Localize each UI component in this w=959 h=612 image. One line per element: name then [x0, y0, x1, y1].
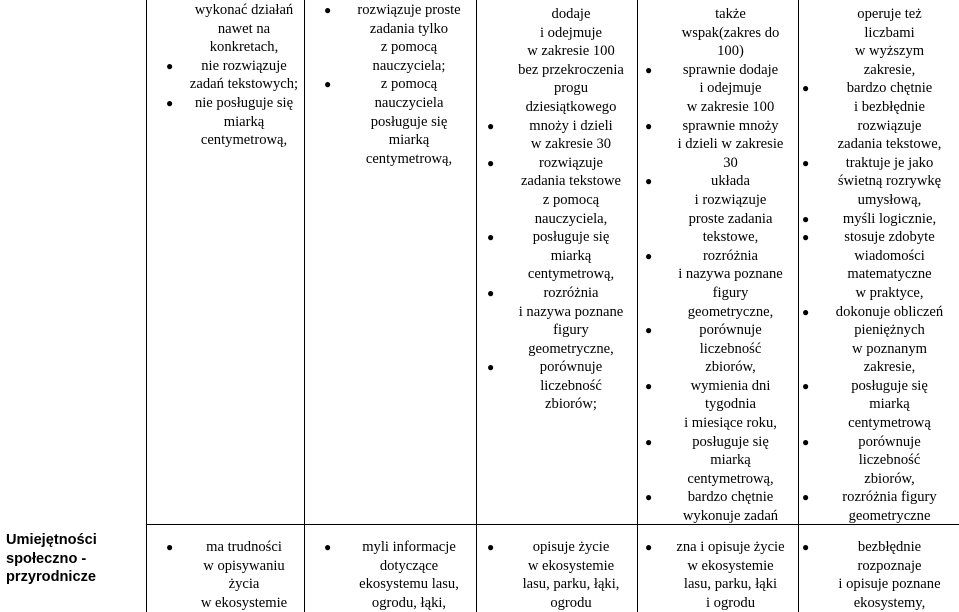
text-line: pieniężnych: [854, 322, 925, 339]
text-line: i nazywa poznane: [518, 303, 624, 320]
text-line: figury: [553, 322, 589, 339]
text-line: dziesiątkowego: [525, 98, 617, 115]
text-line: 30: [723, 154, 738, 171]
text-line: dodaje: [551, 6, 591, 22]
text-line: z pomocą: [380, 76, 438, 93]
top-col3-cell: [477, 5, 636, 414]
text-line: zakresie,: [863, 359, 916, 376]
bottom-col2-cell: [305, 538, 475, 612]
text-line: miarką: [388, 132, 430, 149]
text-line: i nazywa poznane: [678, 266, 783, 283]
bullet-icon: ●: [645, 174, 653, 189]
text-line: progu: [553, 80, 589, 97]
bullet-icon: ●: [487, 118, 495, 133]
list-item: [645, 538, 797, 612]
list-item: [802, 79, 958, 153]
text-line: miarką: [223, 113, 265, 130]
text-line: nauczyciela: [374, 94, 444, 111]
bullet-icon: ●: [802, 304, 810, 319]
text-line: wspak(zakres do: [681, 24, 780, 41]
list-item: [645, 61, 797, 117]
text-line: miarką: [710, 452, 751, 469]
text-line: w opisywaniu: [203, 557, 285, 574]
text-line: i odejmuje: [539, 24, 602, 41]
list-item: [487, 228, 636, 284]
text-line: z pomocą: [380, 39, 438, 56]
text-line: z pomocą: [542, 191, 600, 208]
text-line: i rozwiązuje: [694, 191, 767, 208]
bottom-col3-cell: [477, 538, 636, 612]
continued-text: [664, 5, 797, 61]
text-line: nie rozwiązuje: [201, 57, 287, 74]
text-line: posługuje się: [692, 433, 769, 450]
list-item: [324, 538, 475, 612]
bullet-icon: ●: [645, 434, 653, 449]
text-line: porównuje: [858, 433, 921, 450]
text-line: w poznanym: [852, 340, 927, 357]
list-item: [802, 488, 958, 525]
text-line: rozróżnia figury: [842, 489, 937, 506]
list-item: [645, 247, 797, 321]
text-line: posługuje się: [851, 377, 928, 394]
bullet-icon: ●: [487, 540, 495, 554]
list-item: [645, 488, 797, 525]
text-line: dokonuje obliczeń: [835, 303, 944, 320]
list-item: [166, 538, 303, 612]
text-line: opisuje życie: [532, 539, 610, 555]
list-item: [645, 117, 797, 173]
bullet-icon: ●: [645, 118, 653, 133]
text-line: liczebność: [540, 377, 602, 394]
bullet-icon: ●: [166, 540, 174, 554]
text-line: świetną rozrywkę: [837, 173, 942, 190]
bullet-icon: ●: [802, 490, 810, 505]
text-line: tekstowe,: [702, 229, 759, 246]
text-line: bezbłędnie: [857, 539, 922, 555]
text-line: rozwiązuje proste: [357, 2, 461, 18]
top-col1-cell: [147, 1, 303, 150]
bullet-icon: ●: [802, 434, 810, 449]
text-line: rozpoznaje: [857, 557, 922, 574]
text-line: traktuje je jako: [845, 154, 934, 171]
text-line: zbiorów,: [705, 359, 756, 376]
text-line: geometryczne,: [528, 340, 614, 357]
text-line: centymetrową,: [365, 150, 453, 167]
list-item: [166, 94, 303, 150]
bullet-icon: ●: [802, 81, 810, 96]
text-line: w ekosystemie: [200, 594, 288, 611]
text-line: życia: [228, 576, 260, 593]
text-line: zakresie,: [863, 61, 916, 78]
text-line: ogrodu, łąki,: [371, 594, 447, 611]
bullet-icon: ●: [487, 360, 495, 375]
list-item: [487, 154, 636, 228]
top-col2-cell: [305, 1, 475, 168]
bullet-icon: ●: [324, 540, 332, 554]
top-col5-cell: [799, 5, 958, 526]
bullet-icon: ●: [645, 248, 653, 263]
list-item: [802, 377, 958, 433]
text-line: bardzo chętnie: [846, 80, 933, 97]
text-line: i opisuje poznane: [838, 576, 941, 593]
text-line: wymienia dni: [690, 377, 771, 394]
list-item: [802, 228, 958, 302]
continued-text: [506, 5, 636, 117]
list-item: [645, 377, 797, 433]
text-line: ma trudności: [206, 539, 282, 555]
text-line: liczbami: [864, 24, 915, 41]
text-line: w zakresie 100: [686, 98, 775, 115]
text-line: bardzo chętnie: [687, 489, 774, 506]
bullet-icon: ●: [645, 490, 653, 505]
list-item: [645, 321, 797, 377]
text-line: i odejmuje: [699, 80, 762, 97]
bullet-icon: ●: [487, 230, 495, 245]
text-line: zadania tylko: [369, 20, 449, 37]
list-item: [487, 117, 636, 154]
continued-text: [821, 5, 958, 79]
text-line: mnoży i dzieli: [529, 117, 613, 134]
text-line: figury: [712, 284, 749, 301]
text-line: nauczyciela,: [534, 210, 608, 227]
text-line: w ekosystemie: [527, 557, 615, 574]
text-line: ogrodu: [550, 594, 592, 611]
list-item: [487, 358, 636, 414]
bullet-icon: ●: [645, 62, 653, 77]
text-line: zadania tekstowe,: [837, 136, 942, 153]
text-line: i ogrodu: [705, 594, 756, 611]
bullet-icon: ●: [802, 230, 810, 245]
text-line: proste zadania: [688, 210, 773, 227]
text-line: porównuje: [699, 322, 762, 339]
text-line: posługuje się: [370, 113, 448, 130]
text-line: w zakresie 100: [527, 43, 615, 60]
list-item: [802, 210, 958, 229]
bullet-icon: ●: [324, 3, 332, 17]
list-item: [487, 284, 636, 358]
text-line: i miesiące roku,: [684, 415, 777, 432]
text-line: matematyczne: [847, 266, 932, 283]
text-line: geometryczne: [848, 508, 931, 525]
text-line: wykonać działań: [194, 2, 294, 18]
top-col4-cell: [638, 5, 797, 526]
text-line: w ekosystemie: [687, 557, 774, 574]
text-line: wiadomości: [854, 247, 925, 264]
continued-text: [185, 1, 303, 57]
text-line: posługuje się: [532, 229, 610, 246]
bullet-icon: ●: [166, 58, 174, 73]
bullet-icon: ●: [487, 155, 495, 170]
text-line: w praktyce,: [855, 284, 924, 301]
text-line: myśli logicznie,: [842, 210, 937, 227]
bullet-icon: ●: [324, 77, 332, 92]
bullet-icon: ●: [802, 155, 810, 170]
text-line: sprawnie mnoży: [682, 117, 779, 134]
list-item: [487, 538, 636, 612]
list-item: [166, 57, 303, 94]
text-line: centymetrową,: [687, 470, 774, 487]
text-line: w wyższym: [854, 43, 925, 60]
text-line: i bezbłędnie: [854, 98, 925, 115]
bullet-icon: ●: [645, 540, 653, 554]
text-line: nauczyciela;: [372, 57, 446, 74]
bullet-icon: ●: [166, 95, 174, 110]
text-line: rozwiązuje: [857, 117, 922, 134]
text-line: zbiorów,: [864, 470, 915, 487]
bottom-col4-cell: [638, 538, 797, 612]
text-line: w zakresie 30: [530, 136, 612, 153]
text-line: wykonuje zadań: [682, 508, 779, 525]
text-line: centymetrową,: [527, 266, 615, 283]
text-line: 100): [717, 43, 744, 60]
text-line: zbiorów;: [545, 396, 597, 413]
text-line: zadań tekstowych;: [189, 76, 299, 93]
list-item: [802, 433, 958, 489]
bottom-col5-cell: [799, 538, 958, 612]
list-item: [645, 172, 797, 246]
text-line: operuje też: [857, 6, 922, 22]
text-line: dotyczące: [379, 557, 439, 574]
text-line: miarką: [869, 396, 910, 413]
text-line: centymetrową,: [200, 132, 288, 149]
text-line: bez przekroczenia: [518, 61, 624, 78]
text-line: rozwiązuje: [538, 154, 603, 171]
bullet-icon: ●: [802, 378, 810, 393]
text-line: rozróżnia: [702, 247, 759, 264]
list-item: [802, 154, 958, 210]
text-line: nie posługuje się: [194, 94, 294, 111]
text-line: ekosystemy,: [853, 594, 926, 611]
text-line: lasu, parku, łąki,: [522, 576, 620, 593]
text-line: sprawnie dodaje: [682, 61, 779, 78]
text-line: lasu, parku, łąki: [683, 576, 778, 593]
bullet-icon: ●: [645, 378, 653, 393]
text-line: także: [715, 6, 746, 22]
list-item: [645, 433, 797, 489]
bullet-icon: ●: [645, 323, 653, 338]
text-line: układa: [711, 173, 750, 190]
text-line: stosuje zdobyte: [844, 229, 935, 246]
text-line: i dzieli w zakresie: [677, 136, 784, 153]
row-header: Umiejętności społeczno - przyrodnicze: [6, 532, 97, 586]
text-line: liczebność: [699, 340, 762, 357]
list-item: [324, 75, 475, 168]
list-item: [324, 1, 475, 75]
text-line: liczebność: [858, 452, 921, 469]
text-line: konkretach,: [209, 39, 279, 56]
text-line: ekosystemu lasu,: [359, 576, 459, 593]
text-line: centymetrową: [848, 415, 931, 432]
text-line: zadania tekstowe: [520, 173, 622, 190]
list-item: [802, 303, 958, 377]
bullet-icon: ●: [802, 540, 810, 554]
text-line: umysłową,: [857, 191, 922, 208]
text-line: myli informacje: [362, 539, 456, 555]
bottom-col1-cell: [147, 538, 303, 612]
text-line: rozróżnia: [543, 284, 599, 301]
text-line: porównuje: [539, 359, 603, 376]
text-line: geometryczne,: [687, 303, 774, 320]
bullet-icon: ●: [487, 285, 495, 300]
text-line: tygodnia: [704, 396, 757, 413]
text-line: nawet na: [217, 20, 271, 37]
list-item: [802, 538, 958, 612]
bullet-icon: ●: [802, 211, 810, 226]
text-line: miarką: [550, 247, 592, 264]
text-line: zna i opisuje życie: [676, 539, 785, 555]
